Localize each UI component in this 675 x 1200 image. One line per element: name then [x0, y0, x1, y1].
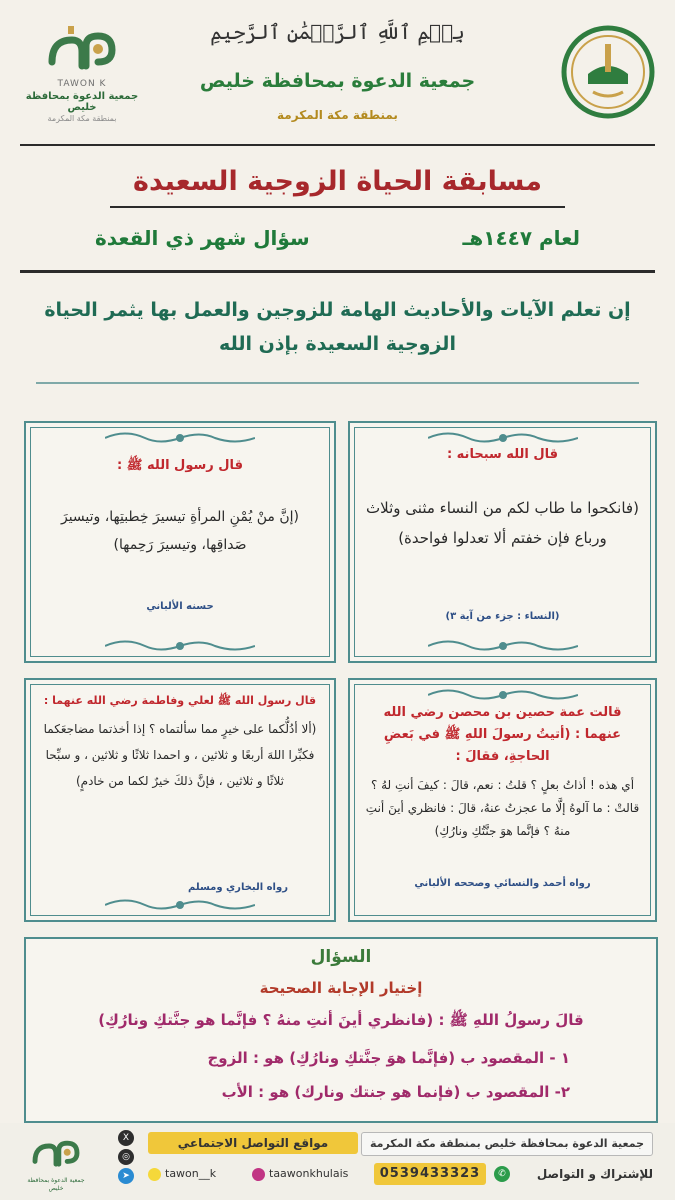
box-source: حسنه الألباني	[146, 601, 214, 612]
ornament-icon	[428, 637, 578, 655]
question-panel	[24, 937, 658, 1123]
social-handle-1[interactable]	[148, 1167, 216, 1181]
question-heading: السؤال	[310, 947, 372, 967]
snapchat-icon	[148, 1168, 161, 1181]
footer-logo	[20, 1133, 92, 1193]
x-icon[interactable]: X	[118, 1130, 134, 1146]
ornament-icon	[428, 429, 578, 447]
org-region: بمنطقة مكة المكرمة	[277, 108, 398, 122]
box-body: أي هذه ! أذاتُ بعلٍ ؟ قلتُ : نعم، قالَ : كيفَ أنتِ لهُ ؟ قالتْ : ما آلوهُ إلَّا ما عجزتُ عنهُ، قالَ : فانظري أينَ أنتِ منهُ ؟ فإنَّما هوَ جنَّتُكِ ونارُكِ)	[365, 778, 640, 838]
instagram-icon	[252, 1168, 265, 1181]
hadith-box-1	[24, 421, 336, 663]
box-source: (النساء : جزء من آية ٣)	[445, 611, 560, 622]
competition-title: مسابقة الحياة الزوجية السعيدة	[133, 166, 542, 197]
box-body: (فانكحوا ما طاب لكم من النساء مثنى وثلاث ورباع فإن خفتم ألا تعدلوا فواحدة)	[366, 499, 639, 547]
instagram-icon[interactable]: ◎	[118, 1149, 134, 1165]
box-body: (إنَّ منْ يُمْنِ المرأةِ تيسيرَ خِطبتِها، وتيسيرَ صَداقِها، وتيسيرَ رَحِمها)	[60, 509, 300, 553]
box-source: رواه البخاري ومسلم	[188, 882, 288, 893]
box-heading: قال الله سبحانه :	[446, 447, 559, 462]
footer	[0, 1123, 675, 1200]
tawon-line2: بمنطقة مكة المكرمة	[47, 114, 117, 123]
social-title: مواقع التواصل الاجتماعي	[148, 1132, 358, 1154]
footer-org-name: جمعية الدعوة بمحافظة خليص بمنطقة مكة المكرمة	[361, 1132, 653, 1156]
intro-text: إن تعلم الآيات والأحاديث الهامة للزوجين والعمل بها يثمر الحياة الزوجية السعيدة بإذن الله	[44, 299, 631, 355]
basmala: بِسۡمِ ٱللَّهِ ٱلرَّحۡمَٰنِ ٱلرَّحِيمِ	[210, 20, 465, 44]
divider	[20, 270, 655, 273]
box-heading: قال رسول الله ﷺ لعلي وفاطمة رضي الله عنهما :	[43, 694, 317, 707]
answer-option-2[interactable]: ٢- المقصود ب (فإنما هو جنتك ونارك) هو : الأب	[221, 1083, 570, 1101]
hadith-box-3	[24, 678, 336, 922]
ornament-icon	[105, 637, 255, 655]
ornament-icon	[105, 896, 255, 914]
quran-verse-box	[348, 421, 657, 663]
ornament-icon	[105, 429, 255, 447]
org-title: جمعية الدعوة بمحافظة خليص	[199, 70, 476, 92]
hadith-box-2	[348, 678, 657, 922]
tawon-line1: جمعية الدعوة بمحافظة خليص	[25, 91, 139, 113]
question-instruction: إختيار الإجابة الصحيحة	[259, 979, 423, 997]
handle-text: taawonkhulais	[269, 1167, 349, 1180]
social-icons	[118, 1130, 136, 1187]
box-heading: قالت عمة حصين بن محصن رضي الله عنهما : (أتيتُ رسولَ اللهِ ﷺ في بَعضِ الحاجةِ، فقالَ :	[383, 705, 622, 764]
phone-number[interactable]: 0539433323	[374, 1163, 486, 1185]
handle-text: tawon__k	[165, 1167, 217, 1180]
divider	[20, 144, 655, 146]
social-handle-2[interactable]	[252, 1167, 348, 1181]
tawon-brand: TAWON K	[57, 79, 107, 89]
telegram-icon[interactable]: ➤	[118, 1168, 134, 1184]
box-source: رواه أحمد والنسائي وصححه الألباني	[414, 878, 591, 889]
competition-year: لعام ١٤٤٧هـ	[462, 226, 580, 250]
competition-month: سؤال شهر ذي القعدة	[95, 226, 310, 250]
question-text: قالَ رسولُ اللهِ ﷺ : (فانظري أينَ أنتِ منهُ ؟ فإنَّما هو جنَّتكِ ونارُكِ)	[98, 1011, 584, 1029]
divider	[110, 206, 565, 208]
answer-option-1[interactable]: ١ - المقصود ب (فإنَّما هوَ جنَّتكِ ونارُكِ) هو : الزوج	[207, 1049, 570, 1067]
box-body: (ألا أدُلُّكما على خيرٍ مما سألتماه ؟ إذا أخذتما مضاجعَكما فكبِّرا اللهَ أربعًا و ثلاثين ، و احمدا ثلاثًا و ثلاثين ، و سبِّحا ثلاثًا و ثلاثين ، فإنَّ ذلكَ خيرٌ لكما من خادمٍ)	[43, 722, 317, 788]
ornament-divider	[36, 382, 639, 384]
footer-logo-text: جمعية الدعوة بمحافظة خليص	[27, 1177, 85, 1192]
box-heading: قال رسول الله ﷺ :	[117, 458, 243, 473]
tawon-logo-icon	[28, 1133, 84, 1173]
subscribe-label: للإشتراك و التواصل	[536, 1167, 653, 1181]
whatsapp-icon[interactable]: ✆	[494, 1166, 510, 1182]
